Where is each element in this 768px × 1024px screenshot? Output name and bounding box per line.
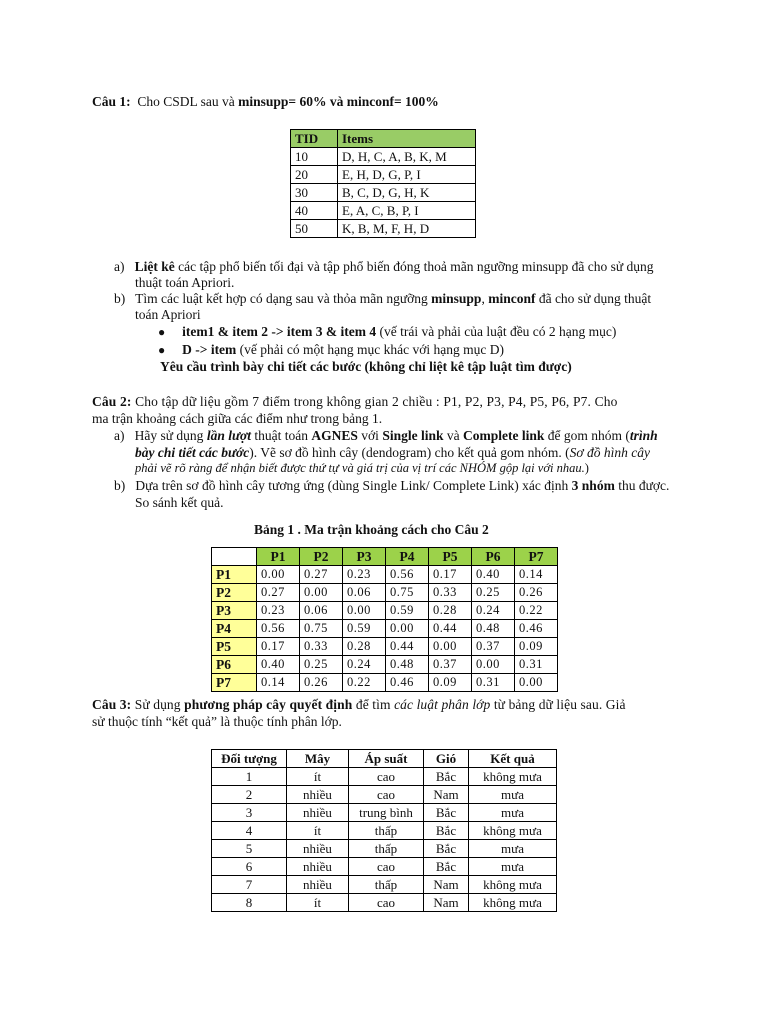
list-marker: b) — [114, 291, 126, 306]
q1-a-line2: thuật toán Apriori. — [135, 275, 235, 290]
q2-a-text: thuật toán — [254, 428, 309, 443]
table-cell: 3 — [212, 804, 287, 822]
weather-body — [212, 768, 557, 912]
table-row — [291, 202, 476, 220]
table-cell: 0.26 — [300, 674, 343, 692]
table-cell: 0.22 — [515, 602, 558, 620]
column-header: Đối tượng — [212, 750, 287, 768]
table-cell: 0.28 — [429, 602, 472, 620]
q3-line2: sử thuộc tính “kết quả” là thuộc tính phân lớp. — [92, 714, 342, 729]
table-cell: thấp — [349, 822, 424, 840]
bullet-1-text: (vế trái và phải của luật đều có 2 hạng mục) — [379, 324, 617, 339]
table-cell: 4 — [212, 822, 287, 840]
table-row — [291, 184, 476, 202]
table-cell: không mưa — [469, 876, 557, 894]
bullet-2-text: (vế phải có một hạng mục khác với hạng mục D) — [239, 342, 504, 357]
distance-matrix-table — [211, 547, 558, 692]
column-header: Kết quả — [469, 750, 557, 768]
q2-item-a-line3 — [135, 461, 589, 476]
q1-b-bold-minconf: minconf — [488, 291, 536, 306]
table-cell: nhiều — [287, 858, 349, 876]
table-row — [212, 656, 558, 674]
bullet-1-bold: item1 & item 2 -> item 3 & item 4 — [182, 324, 377, 339]
column-header: P5 — [429, 548, 472, 566]
q1-b-line2: toán Apriori — [135, 307, 201, 322]
table-cell: 0.37 — [429, 656, 472, 674]
table-cell: 0.17 — [257, 638, 300, 656]
table-cell: nhiều — [287, 804, 349, 822]
table-cell: 0.14 — [515, 566, 558, 584]
table-cell: 0.25 — [472, 584, 515, 602]
q1-bullet-2 — [158, 342, 504, 358]
row-header: P2 — [212, 584, 257, 602]
table-cell: 0.37 — [472, 638, 515, 656]
table-cell: 0.14 — [257, 674, 300, 692]
column-header: P1 — [257, 548, 300, 566]
table-row — [212, 566, 558, 584]
table-cell: 0.23 — [257, 602, 300, 620]
table-cell: 0.40 — [472, 566, 515, 584]
table-cell: 20 — [291, 166, 338, 184]
table-row — [291, 166, 476, 184]
table-cell: ít — [287, 768, 349, 786]
table-title: Bảng 1 . Ma trận khoảng cách cho Câu 2 — [254, 522, 489, 537]
q3-text: Sử dụng — [134, 697, 181, 712]
table-cell: 6 — [212, 858, 287, 876]
q2-line2: ma trận khoảng cách giữa các điểm như trong bảng 1. — [92, 411, 383, 426]
table-cell: 0.00 — [515, 674, 558, 692]
table-cell: E, A, C, B, P, I — [338, 202, 476, 220]
table-cell: Nam — [424, 894, 469, 912]
table-row — [212, 602, 558, 620]
table-cell: ít — [287, 822, 349, 840]
row-header: P4 — [212, 620, 257, 638]
q2-item-a-line2 — [135, 445, 650, 461]
table-cell: cao — [349, 786, 424, 804]
table-cell: cao — [349, 858, 424, 876]
table-cell: 0.09 — [515, 638, 558, 656]
table-cell: ít — [287, 894, 349, 912]
q1-a-text: các tập phổ biến tối đại và tập phổ biến đóng thoả mãn ngưỡng minsupp đã cho sử dụng — [178, 259, 654, 274]
table-cell: 0.00 — [386, 620, 429, 638]
q3-label: Câu 3: — [92, 697, 132, 712]
table-row — [212, 876, 557, 894]
table-header-row — [291, 130, 476, 148]
table-row — [212, 638, 558, 656]
q2-b-text: thu được. — [618, 478, 670, 493]
table-cell: 5 — [212, 840, 287, 858]
q2-a-text: và — [446, 428, 460, 443]
q2-a-text: để gom nhóm ( — [547, 428, 630, 443]
table-cell: 0.00 — [257, 566, 300, 584]
table-cell: 0.33 — [429, 584, 472, 602]
table-cell: 0.06 — [343, 584, 386, 602]
bullet-icon: ● — [158, 343, 166, 357]
table-cell: cao — [349, 894, 424, 912]
table-cell: không mưa — [469, 768, 557, 786]
table-cell: mưa — [469, 786, 557, 804]
row-header: P3 — [212, 602, 257, 620]
q2-a-text: Hãy sử dụng — [134, 428, 204, 443]
table-cell: không mưa — [469, 894, 557, 912]
table-row — [212, 620, 558, 638]
q1-b-comma: , — [481, 291, 485, 306]
table-cell: 0.46 — [386, 674, 429, 692]
column-header: Gió — [424, 750, 469, 768]
table-cell: 50 — [291, 220, 338, 238]
q1-b-text-end: đã cho sử dụng thuật — [538, 291, 652, 306]
table-header-row — [212, 548, 558, 566]
table-cell: 0.27 — [300, 566, 343, 584]
column-header: P7 — [515, 548, 558, 566]
table-cell: 0.33 — [300, 638, 343, 656]
column-header: P4 — [386, 548, 429, 566]
table-cell: 0.44 — [429, 620, 472, 638]
q3-text: để tìm — [355, 697, 391, 712]
table-row — [291, 220, 476, 238]
bullet-2-bold: D -> item — [182, 342, 237, 357]
table-cell: 0.28 — [343, 638, 386, 656]
q2-a-emph: bày chi tiết các bước — [135, 445, 250, 460]
q2-a-text: với — [361, 428, 379, 443]
column-header: TID — [291, 130, 338, 148]
table-row — [212, 768, 557, 786]
table-cell: 0.48 — [472, 620, 515, 638]
table-cell: 0.09 — [429, 674, 472, 692]
table-cell: cao — [349, 768, 424, 786]
table-cell: 0.59 — [343, 620, 386, 638]
table-cell: Bắc — [424, 840, 469, 858]
table-row — [212, 822, 557, 840]
q2-item-b-line1 — [114, 478, 669, 494]
q2-a-emph: lần lượt — [206, 428, 252, 443]
transactions-table — [290, 129, 476, 238]
table-cell: 0.56 — [386, 566, 429, 584]
requirement-text: Yêu cầu trình bày chi tiết các bước (không chỉ liệt kê tập luật tìm được) — [160, 359, 572, 374]
table-cell: 0.26 — [515, 584, 558, 602]
table-cell: thấp — [349, 876, 424, 894]
table-cell: 0.56 — [257, 620, 300, 638]
table-row — [212, 858, 557, 876]
row-header: P7 — [212, 674, 257, 692]
table-cell: 7 — [212, 876, 287, 894]
table-cell: 0.00 — [472, 656, 515, 674]
column-header: P6 — [472, 548, 515, 566]
table-cell: 0.00 — [300, 584, 343, 602]
table-cell: 0.48 — [386, 656, 429, 674]
table-cell: mưa — [469, 840, 557, 858]
q3-line1 — [92, 697, 626, 713]
row-header: P5 — [212, 638, 257, 656]
q3-italic: các luật phân lớp — [394, 697, 491, 712]
q1-params: minsupp= 60% và minconf= 100% — [238, 94, 439, 109]
q1-requirement — [160, 359, 572, 375]
table-cell: 0.00 — [343, 602, 386, 620]
table-cell: mưa — [469, 858, 557, 876]
table-cell: 0.31 — [472, 674, 515, 692]
table-cell: Nam — [424, 876, 469, 894]
table-cell: 0.75 — [300, 620, 343, 638]
row-header: P1 — [212, 566, 257, 584]
table-cell: K, B, M, F, H, D — [338, 220, 476, 238]
table-cell: 0.25 — [300, 656, 343, 674]
table-cell: 0.44 — [386, 638, 429, 656]
q2-line1 — [92, 394, 618, 410]
table-cell: Bắc — [424, 822, 469, 840]
column-header: Items — [338, 130, 476, 148]
table-cell: 0.22 — [343, 674, 386, 692]
table-cell: 0.40 — [257, 656, 300, 674]
q2-b-bold: 3 nhóm — [571, 478, 615, 493]
column-header: P3 — [343, 548, 386, 566]
list-marker: a) — [114, 259, 125, 274]
table-cell: 0.59 — [386, 602, 429, 620]
table-cell: Bắc — [424, 768, 469, 786]
column-header: Áp suất — [349, 750, 424, 768]
table-cell: không mưa — [469, 822, 557, 840]
q2-a-single-link: Single link — [382, 428, 444, 443]
table-cell: 0.00 — [429, 638, 472, 656]
table-cell: 1 — [212, 768, 287, 786]
table-row — [212, 804, 557, 822]
table-cell: nhiều — [287, 786, 349, 804]
q3-bold: phương pháp cây quyết định — [184, 697, 353, 712]
q1-text: Cho CSDL sau và — [137, 94, 235, 109]
q2-item-a-line1 — [114, 428, 658, 444]
q1-item-a-line1 — [114, 259, 654, 275]
q2-text: Cho tập dữ liệu gồm 7 điểm trong không gian 2 chiều : P1, P2, P3, P4, P5, P6, P7. Cho — [135, 394, 618, 409]
matrix-body — [212, 566, 558, 692]
q1-bullet-1 — [158, 324, 616, 340]
q2-b-line2: So sánh kết quả. — [135, 495, 224, 510]
table-cell: 0.17 — [429, 566, 472, 584]
q1-item-b-line1 — [114, 291, 651, 307]
weather-table — [211, 749, 557, 912]
table-cell: 0.24 — [343, 656, 386, 674]
table-cell: 0.31 — [515, 656, 558, 674]
q2-a-text: ). Vẽ sơ đồ hình cây (dendogram) cho kết quả gom nhóm. ( — [249, 445, 570, 460]
table-cell: E, H, D, G, P, I — [338, 166, 476, 184]
table-cell: thấp — [349, 840, 424, 858]
table-row — [291, 148, 476, 166]
table-cell: 0.23 — [343, 566, 386, 584]
table-cell: D, H, C, A, B, K, M — [338, 148, 476, 166]
table-row — [212, 786, 557, 804]
table-row — [212, 840, 557, 858]
table-cell: nhiều — [287, 840, 349, 858]
q1-label: Câu 1: — [92, 94, 131, 109]
table-cell: 40 — [291, 202, 338, 220]
table-cell: 0.75 — [386, 584, 429, 602]
table-cell: 10 — [291, 148, 338, 166]
q1-heading — [92, 94, 439, 110]
table-cell: Bắc — [424, 858, 469, 876]
q1-b-bold-minsupp: minsupp — [431, 291, 482, 306]
list-marker: b) — [114, 478, 126, 493]
table-row — [212, 674, 558, 692]
q2-a-text: ) — [584, 461, 589, 475]
table-cell: mưa — [469, 804, 557, 822]
table-row — [212, 894, 557, 912]
row-header: P6 — [212, 656, 257, 674]
column-header: Mây — [287, 750, 349, 768]
table-cell: 30 — [291, 184, 338, 202]
bullet-icon: ● — [158, 325, 166, 339]
table-cell: trung bình — [349, 804, 424, 822]
q3-text: từ bảng dữ liệu sau. Giả — [493, 697, 626, 712]
q1-a-bold: Liệt kê — [134, 259, 175, 274]
table-cell: Nam — [424, 786, 469, 804]
q2-a-agnes: AGNES — [311, 428, 358, 443]
table-cell: B, C, D, G, H, K — [338, 184, 476, 202]
column-header: P2 — [300, 548, 343, 566]
table-row — [212, 584, 558, 602]
table-cell: nhiều — [287, 876, 349, 894]
q2-a-italic: Sơ đồ hình cây — [569, 445, 650, 460]
table-cell: Bắc — [424, 804, 469, 822]
q1-b-text: Tìm các luật kết hợp có dạng sau và thỏa mãn ngưỡng — [135, 291, 428, 306]
q2-a-italic: phải vẽ rõ ràng để nhận biết được thứ tự và giá trị của vị trí các NHÓM gộp lại với nhau. — [135, 461, 585, 475]
table-header-row — [212, 750, 557, 768]
q2-a-emph: trình — [629, 428, 658, 443]
table-cell: 0.27 — [257, 584, 300, 602]
q2-a-complete-link: Complete link — [462, 428, 545, 443]
table-cell: 0.24 — [472, 602, 515, 620]
table-cell: 8 — [212, 894, 287, 912]
table-cell: 0.06 — [300, 602, 343, 620]
table-cell: 0.46 — [515, 620, 558, 638]
q2-b-text: Dựa trên sơ đồ hình cây tương ứng (dùng Single Link/ Complete Link) xác định — [135, 478, 569, 493]
table-cell: 2 — [212, 786, 287, 804]
corner-cell — [212, 548, 257, 566]
q2-label: Câu 2: — [92, 394, 132, 409]
list-marker: a) — [114, 428, 125, 443]
